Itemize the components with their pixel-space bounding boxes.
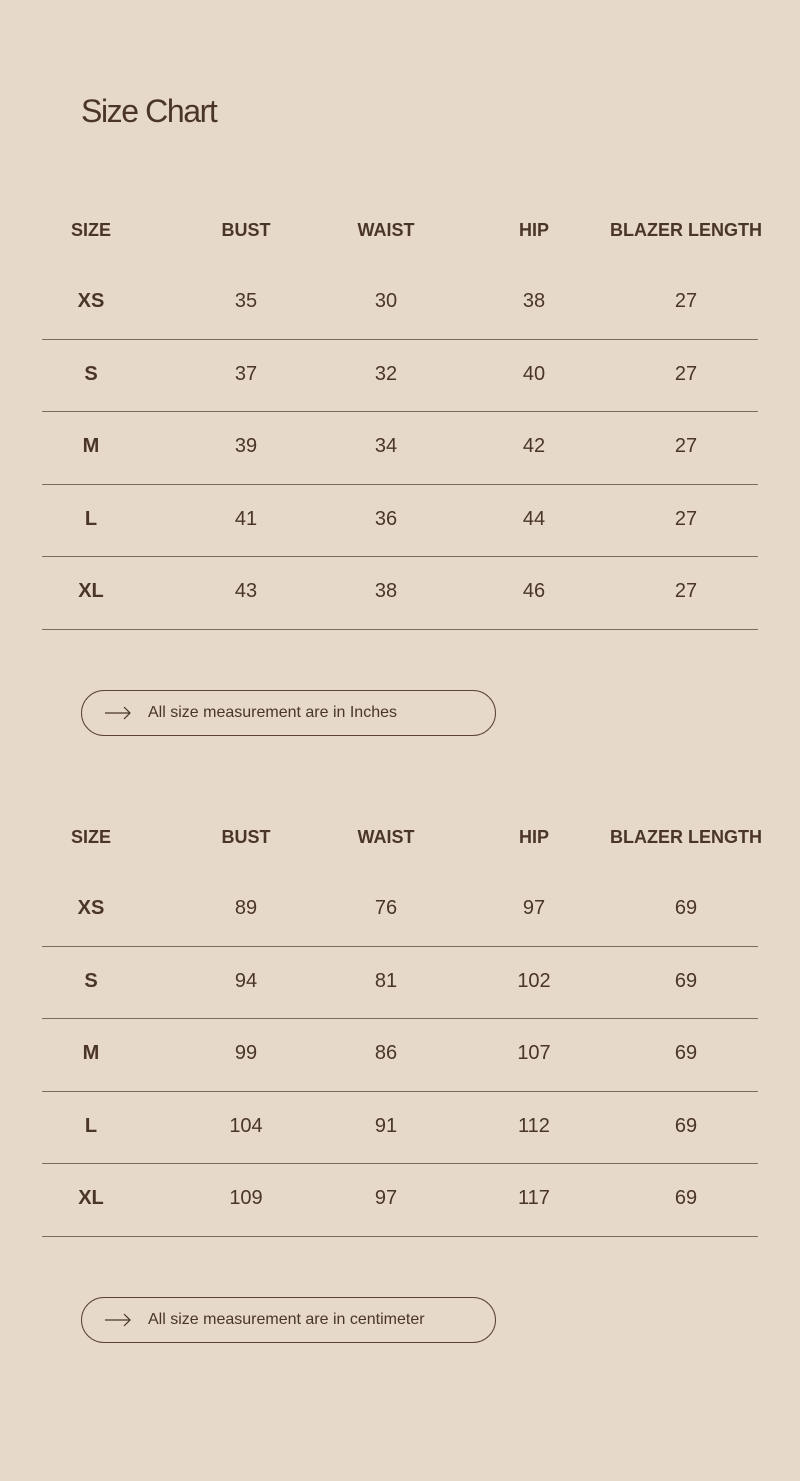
blazer-length-cell: 27	[674, 435, 698, 457]
blazer-length-cell: 69	[674, 1114, 698, 1137]
size-cell: L	[84, 1114, 98, 1137]
hip-cell: 117	[518, 1187, 550, 1209]
table-row	[0, 485, 800, 558]
waist-cell: 91	[374, 1114, 398, 1137]
hip-cell: 46	[522, 580, 546, 602]
header-blazer-length: BLAZER LENGTH	[610, 220, 762, 240]
size-cell: M	[82, 1042, 100, 1064]
bust-cell: 89	[234, 897, 258, 919]
table-header-row	[0, 194, 800, 267]
header-blazer-length: BLAZER LENGTH	[610, 827, 762, 847]
waist-cell: 76	[374, 897, 398, 919]
bust-cell: 99	[234, 1042, 258, 1064]
header-bust: BUST	[221, 827, 271, 847]
hip-cell: 107	[517, 1042, 551, 1064]
blazer-length-cell: 27	[674, 290, 698, 312]
waist-cell: 34	[374, 435, 398, 457]
waist-cell: 97	[374, 1187, 398, 1209]
size-cell: XS	[77, 897, 105, 919]
bust-cell: 39	[234, 435, 258, 457]
hip-cell: 40	[522, 362, 546, 385]
blazer-length-cell: 69	[674, 1042, 698, 1064]
size-cell: XL	[78, 1187, 104, 1209]
blazer-length-cell: 27	[674, 580, 698, 602]
size-cell: S	[84, 969, 98, 992]
page-title: Size Chart	[81, 93, 217, 129]
unit-note-centimeter	[81, 1297, 496, 1343]
header-hip: HIP	[518, 220, 549, 240]
bust-cell: 35	[234, 290, 258, 312]
size-table-centimeter	[0, 801, 800, 1237]
arrow-right-icon	[104, 705, 132, 721]
table-row	[0, 340, 800, 413]
header-bust: BUST	[221, 220, 271, 240]
waist-cell: 86	[374, 1042, 398, 1064]
table-row	[0, 557, 800, 630]
table-row	[0, 1019, 800, 1092]
unit-note-text: All size measurement are in centimeter	[148, 1311, 425, 1328]
bust-cell: 104	[229, 1114, 263, 1137]
table-header-row	[0, 801, 800, 874]
size-cell: M	[82, 435, 100, 457]
size-cell: XS	[77, 290, 105, 312]
bust-cell: 109	[229, 1187, 263, 1209]
size-table-inches	[0, 194, 800, 630]
hip-cell: 42	[522, 435, 546, 457]
size-cell: S	[84, 362, 98, 385]
waist-cell: 30	[374, 290, 398, 312]
blazer-length-cell: 69	[674, 897, 698, 919]
arrow-right-icon	[104, 1312, 132, 1328]
hip-cell: 112	[518, 1114, 550, 1137]
blazer-length-cell: 69	[674, 969, 698, 992]
table-row	[0, 267, 800, 340]
table-row	[0, 947, 800, 1020]
size-cell: L	[84, 507, 98, 530]
hip-cell: 102	[517, 969, 551, 992]
unit-note-text: All size measurement are in Inches	[148, 704, 397, 721]
bust-cell: 37	[234, 362, 258, 385]
table-row	[0, 1164, 800, 1237]
table-row	[0, 412, 800, 485]
hip-cell: 44	[522, 507, 546, 530]
table-row	[0, 874, 800, 947]
blazer-length-cell: 27	[674, 507, 698, 530]
header-size: SIZE	[70, 827, 111, 847]
table-row	[0, 1092, 800, 1165]
unit-note-inches	[81, 690, 496, 736]
header-waist: WAIST	[357, 827, 415, 847]
header-waist: WAIST	[357, 220, 415, 240]
header-hip: HIP	[518, 827, 549, 847]
waist-cell: 32	[374, 362, 398, 385]
blazer-length-cell: 69	[674, 1187, 698, 1209]
bust-cell: 43	[234, 580, 258, 602]
bust-cell: 41	[234, 507, 258, 530]
waist-cell: 36	[374, 507, 398, 530]
hip-cell: 97	[522, 897, 546, 919]
hip-cell: 38	[522, 290, 546, 312]
size-cell: XL	[78, 580, 104, 602]
header-size: SIZE	[70, 220, 111, 240]
bust-cell: 94	[234, 969, 258, 992]
waist-cell: 38	[374, 580, 398, 602]
blazer-length-cell: 27	[674, 362, 698, 385]
waist-cell: 81	[374, 969, 398, 992]
